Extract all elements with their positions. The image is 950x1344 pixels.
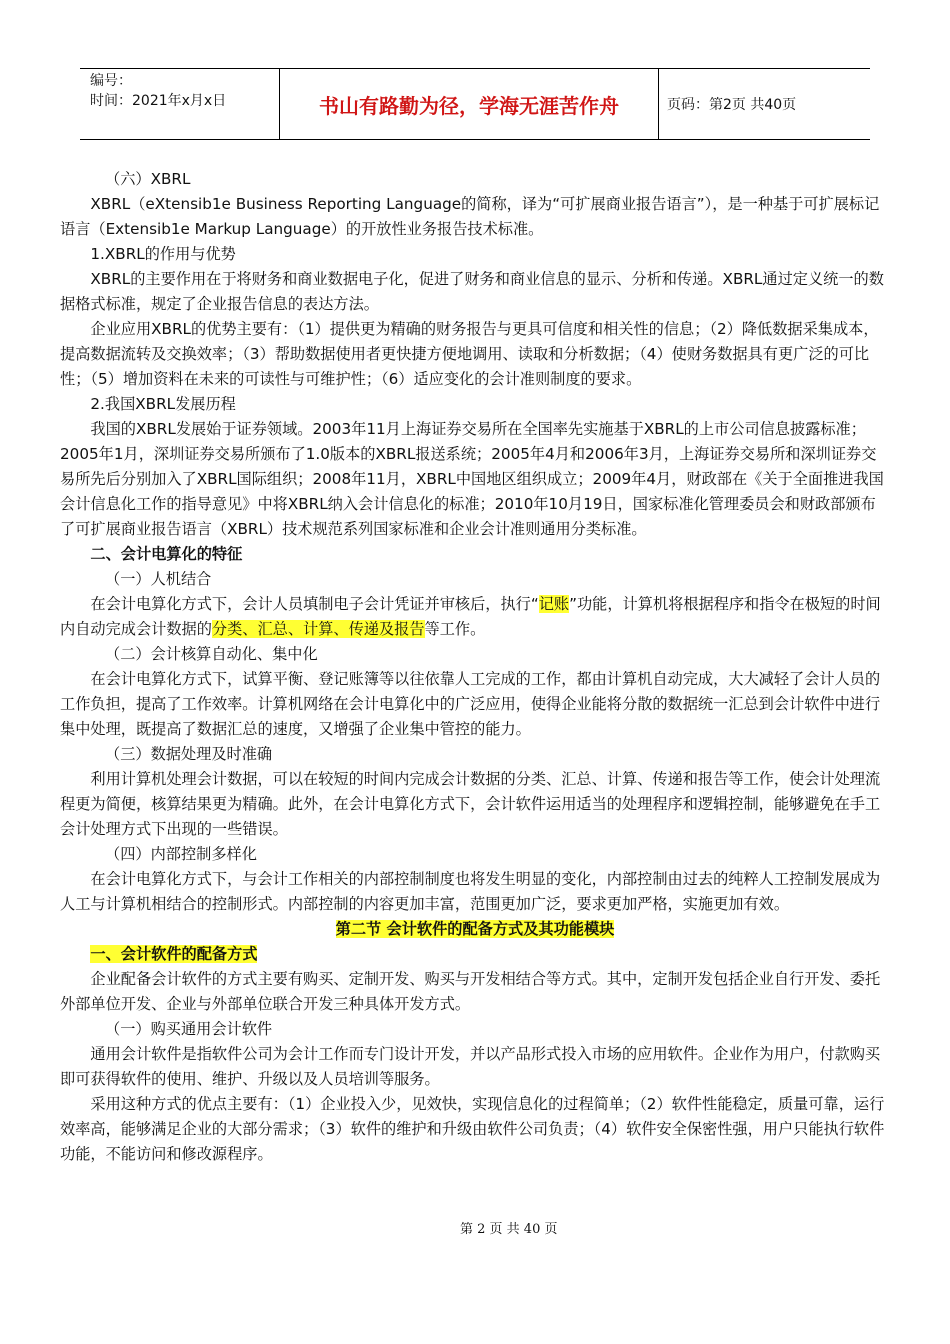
paragraph: 在会计电算化方式下，试算平衡、登记账簿等以往依靠人工完成的工作，都由计算机自动完成，大大减轻了会计人员的工作负担，提高了工作效率。计算机网络在会计电算化中的广泛应用，使得企业能将分散的数据统一汇总到会计软件中进行集中处理，既提高了数据汇总的速度，又增强了企业集中管控的能力。 — [60, 670, 881, 738]
header-motto: 书山有路勤为径，学海无涯苦作舟 — [280, 69, 659, 139]
page-header — [80, 68, 870, 140]
section-heading — [60, 942, 890, 967]
highlight: 一、会计软件的配备方式 — [90, 945, 258, 963]
subheading: （二）会计核算自动化、集中化 — [105, 645, 318, 663]
highlight: 第二节 会计软件的配备方式及其功能模块 — [335, 920, 615, 938]
paragraph: XBRL（eXtensib1e Business Reporting Language的简称，译为“可扩展商业报告语言”），是一种基于可扩展标记语言（Extensib1e Markup Language）的开放性业务报告技术标准。 — [60, 195, 880, 238]
heading-xbrl: （六）XBRL — [105, 170, 191, 188]
subheading: 2.我国XBRL发展历程 — [90, 395, 236, 413]
subheading: （一）人机结合 — [105, 570, 212, 588]
header-page-label: 页码：第2页 共40页 — [667, 97, 797, 113]
paragraph: 利用计算机处理会计数据，可以在较短的时间内完成会计数据的分类、汇总、计算、传递和报告等工作，使会计处理流程更为简便，核算结果更为精确。此外，在会计电算化方式下，会计软件运用适当的处理程序和逻辑控制，能够避免在手工会计处理方式下出现的一些错误。 — [60, 770, 881, 838]
paragraph: 采用这种方式的优点主要有：（1）企业投入少，见效快，实现信息化的过程简单；（2）软件性能稳定，质量可靠，运行效率高，能够满足企业的大部分需求；（3）软件的维护和升级由软件公司负责；（4）软件安全保密性强，用户只能执行软件功能，不能访问和修改源程序。 — [60, 1095, 885, 1163]
header-number-label: 编号： — [90, 73, 132, 89]
header-time-label: 时间：2021年x月x日 — [90, 93, 227, 109]
document-body — [60, 167, 890, 1167]
subheading: （一）购买通用会计软件 — [105, 1020, 273, 1038]
section-heading: 二、会计电算化的特征 — [90, 545, 243, 563]
paragraph: 我国的XBRL发展始于证券领域。2003年11月上海证券交易所在全国率先实施基于XBRL的上市公司信息披露标准；2005年1月，深圳证券交易所颁布了1.0版本的XBRL报送系统；2005年4月和2006年3月，上海证券交易所和深圳证券交易所先后分别加入了XBRL国际组织；2008年11月，XBRL中国地区组织成立；2009年4月，财政部在《关于全面推进我国会计信息化工作的指导意见》中将XBRL纳入会计信息化的标准；2010年10月19日，国家标准化管理委员会和财政部颁布了可扩展商业报告语言（XBRL）技术规范系列国家标准和企业会计准则通用分类标准。 — [60, 420, 884, 538]
paragraph — [60, 592, 890, 642]
text-run: 等工作。 — [424, 620, 486, 638]
text-run: ”功能，计算机将根据程序和指令在极短的时间内自动完成会计数据的 — [60, 595, 881, 638]
paragraph: XBRL的主要作用在于将财务和商业数据电子化，促进了财务和商业信息的显示、分析和传递。XBRL通过定义统一的数据格式标准，规定了企业报告信息的表达方法。 — [60, 270, 884, 313]
paragraph: 企业配备会计软件的方式主要有购买、定制开发、购买与开发相结合等方式。其中，定制开发包括企业自行开发、委托外部单位开发、企业与外部单位联合开发三种具体开发方式。 — [60, 970, 881, 1013]
subheading: 1.XBRL的作用与优势 — [90, 245, 236, 263]
highlight: 记账 — [538, 595, 570, 613]
page-footer: 第 2 页 共 40 页 — [460, 1222, 558, 1237]
paragraph: 企业应用XBRL的优势主要有：（1）提供更为精确的财务报告与更具可信度和相关性的信息；（2）降低数据采集成本，提高数据流转及交换效率；（3）帮助数据使用者更快捷方便地调用、读取和分析数据；（4）使财务数据具有更广泛的可比性；（5）增加资料在未来的可读性与可维护性；（6）适应变化的会计准则制度的要求。 — [60, 320, 879, 388]
chapter-title — [60, 917, 890, 942]
paragraph: 通用会计软件是指软件公司为会计工作而专门设计开发，并以产品形式投入市场的应用软件。企业作为用户，付款购买即可获得软件的使用、维护、升级以及人员培训等服务。 — [60, 1045, 881, 1088]
text-run: 在会计电算化方式下，会计人员填制电子会计凭证并审核后，执行“ — [90, 595, 539, 613]
highlight: 分类、汇总、计算、传递及报告 — [211, 620, 425, 638]
subheading: （三）数据处理及时准确 — [105, 745, 273, 763]
header-meta — [80, 69, 280, 139]
subheading: （四）内部控制多样化 — [105, 845, 257, 863]
paragraph: 在会计电算化方式下，与会计工作相关的内部控制制度也将发生明显的变化，内部控制由过去的纯粹人工控制发展成为人工与计算机相结合的控制形式。内部控制的内容更加丰富，范围更加广泛，要求更加严格，实施更加有效。 — [60, 870, 881, 913]
